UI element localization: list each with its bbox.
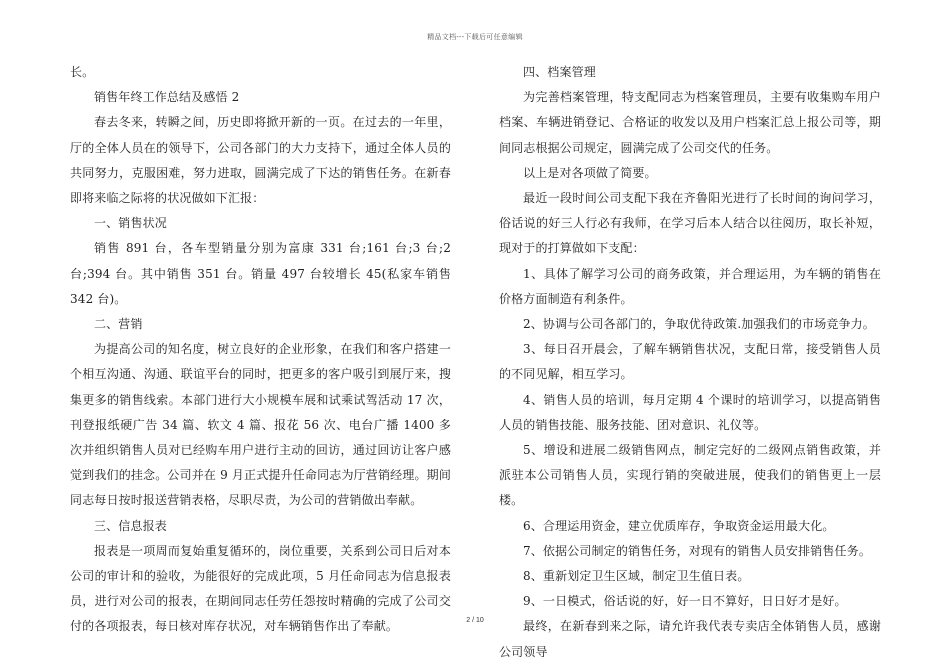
plan-item-9: 9、一日模式，俗话说的好，好一日不算好，日日好才是好。 <box>523 594 847 609</box>
paragraph-continuation: 长。 <box>70 65 95 79</box>
plan-item-7: 7、依据公司制定的销售任务，对现有的销售人员安排销售任务。 <box>523 543 871 558</box>
paragraph-sales: 销售 891 台，各车型销量分别为富康 331 台;161 台;3 台;2 台;394 台。其中销售 351 台。销量 497 台较增长 45(私家车销售 342 台)。 <box>70 241 451 306</box>
plan-item-8: 8、重新划定卫生区域，制定卫生值日表。 <box>523 569 750 584</box>
page-header: 精品文档---下载后可任意编辑 <box>427 33 523 41</box>
section-heading-sales: 一、销售状况 <box>94 216 167 231</box>
plan-item-1: 1、具体了解学习公司的商务政策，并合理运用，为车辆的销售在价格方面制造有利条件。 <box>499 266 881 306</box>
section-heading-archives: 四、档案管理 <box>523 65 596 79</box>
right-column <box>499 60 881 665</box>
paragraph-marketing: 为提高公司的知名度，树立良好的企业形象，在我们和客户搭建一个相互沟通、沟通、联谊平台的同时，把更多的客户吸引到展厅来，搜集更多的销售线索。本部门进行大小规模车展和试乘试驾活动 17 次，刊登报纸硬广告 34 篇、软文 4 篇、报花 56 次、电台广播 1400 多次并组织销售人员对已经购车用户进行主动的回访，通过回访让客户感觉到我们的挂念。公司并在 9 月正式提升任命同志为厅营销经理。期间同志每日按时报送营销表格，尽职尽责，为公司的营销做出奉献。 <box>70 342 451 508</box>
paragraph-summary-note: 以上是对各项做了简要。 <box>523 165 657 180</box>
plan-item-4: 4、销售人员的培训，每月定期 4 个课时的培训学习，以提高销售人员的销售技能、服务技能、团对意识、礼仪等。 <box>499 392 881 432</box>
paragraph-reports: 报表是一项周而复始重复循环的，岗位重要，关系到公司日后对本公司的审计和的验收，为能很好的完成此项，5 月任命同志为信息报表员，进行对公司的报表，在期间同志任劳任怨按时精确的完成了公司交付的各项报表，每日核对库存状况，对车辆销售作出了奉献。 <box>70 543 451 634</box>
plan-item-3: 3、每日召开晨会，了解车辆销售状况，支配日常，接受销售人员的不同见解，相互学习。 <box>499 342 881 382</box>
section-heading-marketing: 二、营销 <box>94 317 143 332</box>
paragraph-closing: 最终，在新春到来之际，请允许我代表专卖店全体销售人员，感谢公司领导 <box>499 619 881 659</box>
plan-item-6: 6、合理运用资金，建立优质库存，争取资金运用最大化。 <box>523 518 835 533</box>
paragraph-plan-intro: 最近一段时间公司支配下我在齐鲁阳光进行了长时间的询问学习，俗话说的好三人行必有我师，在学习后本人结合以往阅历，取长补短，现对于的打算做如下支配： <box>499 191 881 256</box>
left-column <box>70 60 451 640</box>
plan-item-2: 2、协调与公司各部门的，争取优待政策.加强我们的市场竞争力。 <box>523 317 875 332</box>
document-title: 销售年终工作总结及感悟 2 <box>94 90 240 105</box>
section-heading-reports: 三、信息报表 <box>94 518 167 533</box>
paragraph-archives: 为完善档案管理，特支配同志为档案管理员，主要有收集购车用户档案、车辆进销登记、合格证的收发以及用户档案汇总上报公司等，期间同志根据公司规定，圆满完成了公司交代的任务。 <box>499 90 881 155</box>
page-number: 2 / 10 <box>466 617 484 624</box>
plan-item-5: 5、增设和进展二级销售网点，制定完好的二级网点销售政策，并派驻本公司销售人员，实现行销的突破进展，使我们的销售更上一层楼。 <box>499 443 881 508</box>
paragraph-intro: 春去冬来，转瞬之间，历史即将掀开新的一页。在过去的一年里，厅的全体人员在的领导下，公司各部门的大力支持下，通过全体人员的共同努力，克服困难，努力进取，圆满完成了下达的销售任务。在新春即将来临之际将的状况做如下汇报： <box>70 115 451 206</box>
